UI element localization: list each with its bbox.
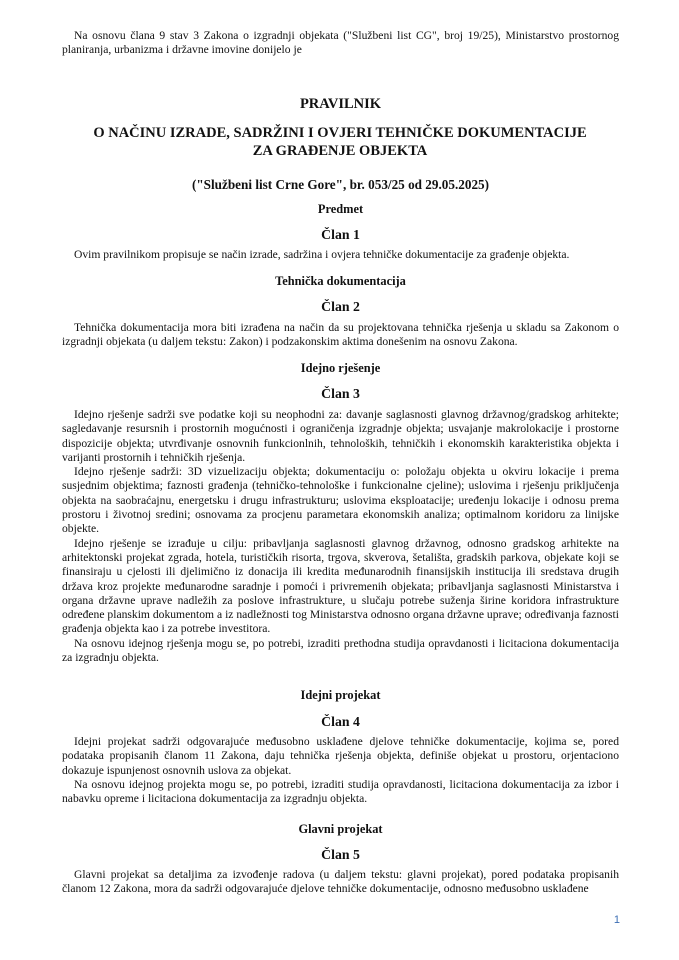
article-4-paragraph-1: Idejni projekat sadrži odgovarajuće međusobno usklađene djelove tehničke dokumentacije, kojima se, pored podataka propisanih članom 11 Zakona, daju tehnička rješenja objekta, definiše objekat u prostoru, orjentaciono dokazuje ispunjenost osnovnih uslova za objekat. xyxy=(62,735,619,777)
article-5-title: Član 5 xyxy=(321,847,360,862)
article-4-body xyxy=(62,735,619,806)
article-3-paragraph-4: Na osnovu idejnog rješenja mogu se, po potrebi, izraditi prethodna studija opravdanosti i licitaciona dokumentacija za izgradnju objekta. xyxy=(62,636,619,665)
article-2-body xyxy=(62,321,619,350)
page-number: 1 xyxy=(613,914,620,926)
section-heading-tehnicka-dokumentacija: Tehnička dokumentacija xyxy=(275,274,406,288)
article-3-paragraph-2: Idejno rješenje sadrži: 3D vizuelizaciju objekta; dokumentaciju o: položaju objekta u okviru lokacije i prema susjednim objektima; faznosti građenja (tehničko-tehnološke i funkcionalne cjeline); uslovima i rješenju priključenja objekta na saobraćajnu, energetsku i drugu infrastrukturu; uslovima eksploatacije; uređenju lokacije i odnosu prema prostoru i životnoj sredini; osnovama za procjenu parametara ekonomskih analiza; optimalnom koridoru za linijske objekte. xyxy=(62,465,619,536)
article-2-title: Član 2 xyxy=(321,299,360,314)
section-heading-idejno-rjesenje: Idejno rješenje xyxy=(300,361,381,375)
doc-title: O NAČINU IZRADE, SADRŽINI I OVJERI TEHNIČKE DOKUMENTACIJE ZA GRAĐENJE OBJEKTA xyxy=(93,125,587,159)
article-3-paragraph-3: Idejno rješenje se izrađuje u cilju: pribavljanja saglasnosti glavnog državnog, odnosno gradskog arhitekte na arhitektonski projekat zgrada, hotela, turističkih risorta, trgova, skverova, šetališta, gradskih parkova, objekate koji se finansiraju u cjelosti ili djelimično iz donacija ili kredita međunarodnih finansijskih institucija ili sredstava drugih država kroz projekte međunarodne saradnje i pomoći i privremenih objekata; pribavljanja saglasnosti Ministarstva i organa državne uprave nadležih za poslove infrastrukture, u slučaju potrebe suženja širine koridora infrastrukture određene planskim dokumentom a iz nadležnosti tog Ministarstva odnosno organa državne uprave; određivanja faznosti građenja objekta kao i za potrebe investitora. xyxy=(62,536,619,636)
section-heading-glavni-projekat: Glavni projekat xyxy=(298,822,383,836)
article-1-body xyxy=(62,248,619,262)
article-4-paragraph-2: Na osnovu idejnog projekta mogu se, po potrebi, izraditi studija opravdanosti, licitaciona dokumentacija za izbor i nabavku opreme i licitaciona dokumentacija za izgradnju objekta. xyxy=(62,777,619,806)
section-heading-predmet: Predmet xyxy=(317,202,364,216)
doc-type: PRAVILNIK xyxy=(299,96,382,112)
section-heading-idejni-projekat: Idejni projekat xyxy=(300,688,381,702)
article-3-paragraph-1: Idejno rješenje sadrži sve podatke koji su neophodni za: davanje saglasnosti glavnog državnog/gradskog arhitekte; sagledavanje resursnih i prostornih mogućnosti i ograničenja izgradnje objekta; usvajanje makrolokacije i prostorne dispozicije objekta; utvrđivanje osnovnih funkcionlnih, tehnoloških, tehničkih i ekonomskih karakteristika objekta i varijanti prostornih i tehničkih rješenja. xyxy=(62,408,619,464)
article-5-body xyxy=(62,868,619,897)
article-1-title: Član 1 xyxy=(321,227,360,242)
article-3-body xyxy=(62,408,619,665)
intro-text: Na osnovu člana 9 stav 3 Zakona o izgradnji objekata ("Službeni list CG", broj 19/25), Ministarstvo prostornog planiranja, urbanizma i državne imovine donijelo je xyxy=(62,29,619,57)
article-1-paragraph: Ovim pravilnikom propisuje se način izrade, sadržina i ovjera tehničke dokumentacije za građenje objekta. xyxy=(74,248,570,261)
intro-paragraph xyxy=(62,29,619,58)
article-4-title: Član 4 xyxy=(321,714,360,729)
article-2-paragraph: Tehnička dokumentacija mora biti izrađena na način da su projektovana tehnička rješenja u skladu sa Zakonom o izgradnji objekata (u daljem tekstu: Zakon) i podzakonskim aktima donešenim na osnovu Zakona. xyxy=(62,321,619,349)
gazette-reference: ("Službeni list Crne Gore", br. 053/25 od 29.05.2025) xyxy=(191,177,490,192)
article-3-title: Član 3 xyxy=(321,386,360,401)
article-5-paragraph-1: Glavni projekat sa detaljima za izvođenje radova (u daljem tekstu: glavni projekat), pored podataka propisanih članom 12 Zakona, mora da sadrži odgovarajuće djelove tehničke dokumentacije, odnosno međusobno usklađene xyxy=(62,868,619,896)
